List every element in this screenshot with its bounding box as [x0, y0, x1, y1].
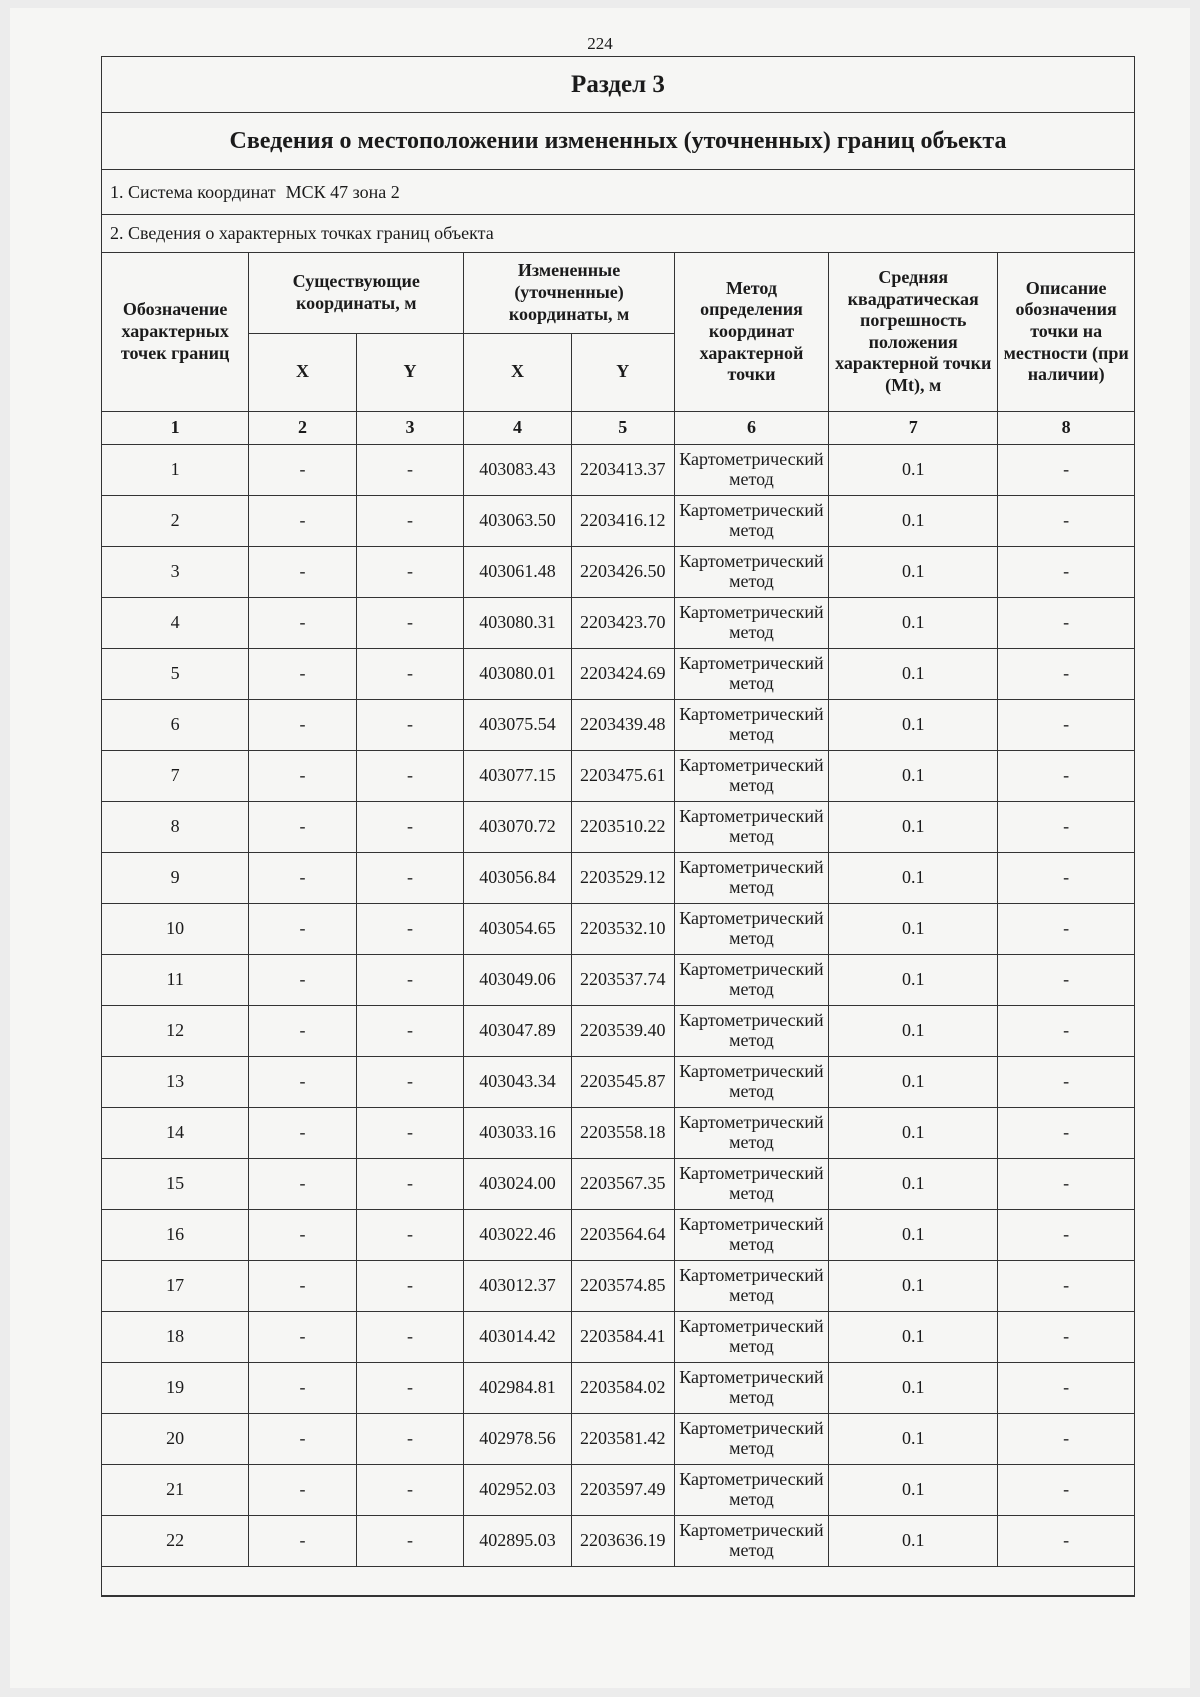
table-row [102, 852, 1134, 903]
table-row [102, 1056, 1134, 1107]
method-cell: Картометрический метод [674, 648, 828, 699]
point-number-cell: 18 [102, 1311, 249, 1362]
table-row [102, 1209, 1134, 1260]
existing-y-cell: - [356, 801, 463, 852]
point-number-cell: 8 [102, 801, 249, 852]
table-row [102, 1107, 1134, 1158]
points-heading: 2. Сведения о характерных точках границ объекта [102, 215, 1134, 253]
mean-square-error-cell: 0.1 [829, 699, 998, 750]
method-cell: Картометрический метод [674, 1209, 828, 1260]
point-number-cell: 11 [102, 954, 249, 1005]
changed-x-cell: 403075.54 [464, 699, 571, 750]
existing-y-cell: - [356, 1464, 463, 1515]
changed-y-cell: 2203545.87 [571, 1056, 674, 1107]
mean-square-error-cell: 0.1 [829, 1158, 998, 1209]
existing-x-cell: - [249, 648, 356, 699]
existing-x-cell: - [249, 1005, 356, 1056]
changed-y-cell: 2203426.50 [571, 546, 674, 597]
existing-x-cell: - [249, 1107, 356, 1158]
table-end-row [102, 1566, 1134, 1595]
existing-x-cell: - [249, 801, 356, 852]
changed-x-cell: 403070.72 [464, 801, 571, 852]
point-number-cell: 19 [102, 1362, 249, 1413]
point-description-cell: - [998, 903, 1134, 954]
method-cell: Картометрический метод [674, 495, 828, 546]
changed-x-cell: 403024.00 [464, 1158, 571, 1209]
existing-x-cell: - [249, 954, 356, 1005]
method-cell: Картометрический метод [674, 1311, 828, 1362]
header-method: Метод определения координат характерной точки [674, 253, 828, 411]
changed-x-cell: 402978.56 [464, 1413, 571, 1464]
existing-x-cell: - [249, 699, 356, 750]
changed-y-cell: 2203423.70 [571, 597, 674, 648]
changed-x-cell: 403080.31 [464, 597, 571, 648]
point-number-cell: 22 [102, 1515, 249, 1566]
existing-y-cell: - [356, 1311, 463, 1362]
mean-square-error-cell: 0.1 [829, 801, 998, 852]
changed-y-cell: 2203413.37 [571, 444, 674, 495]
point-description-cell: - [998, 444, 1134, 495]
changed-y-cell: 2203424.69 [571, 648, 674, 699]
method-cell: Картометрический метод [674, 903, 828, 954]
changed-y-cell: 2203597.49 [571, 1464, 674, 1515]
point-number-cell: 4 [102, 597, 249, 648]
table-row [102, 1464, 1134, 1515]
table-row [102, 1362, 1134, 1413]
point-description-cell: - [998, 1158, 1134, 1209]
method-cell: Картометрический метод [674, 954, 828, 1005]
page-number: 224 [587, 34, 613, 53]
table-row [102, 903, 1134, 954]
changed-x-cell: 403083.43 [464, 444, 571, 495]
changed-y-cell: 2203532.10 [571, 903, 674, 954]
changed-y-cell: 2203439.48 [571, 699, 674, 750]
method-cell: Картометрический метод [674, 1158, 828, 1209]
section-title: Раздел 3 [102, 57, 1134, 113]
method-cell: Картометрический метод [674, 699, 828, 750]
changed-x-cell: 403056.84 [464, 852, 571, 903]
changed-x-cell: 402984.81 [464, 1362, 571, 1413]
mean-square-error-cell: 0.1 [829, 852, 998, 903]
coordinate-system-label: 1. Система координат [110, 181, 276, 202]
method-cell: Картометрический метод [674, 852, 828, 903]
changed-y-cell: 2203558.18 [571, 1107, 674, 1158]
existing-y-cell: - [356, 903, 463, 954]
column-number: 5 [571, 411, 674, 444]
changed-y-cell: 2203584.41 [571, 1311, 674, 1362]
header-designation: Обозначение характерных точек границ [102, 253, 249, 411]
existing-x-cell: - [249, 750, 356, 801]
point-number-cell: 17 [102, 1260, 249, 1311]
existing-y-cell: - [356, 1005, 463, 1056]
coordinate-system-value: МСК 47 зона 2 [285, 181, 400, 202]
point-description-cell: - [998, 852, 1134, 903]
changed-y-cell: 2203581.42 [571, 1413, 674, 1464]
table-row [102, 750, 1134, 801]
point-number-cell: 2 [102, 495, 249, 546]
changed-y-cell: 2203529.12 [571, 852, 674, 903]
existing-x-cell: - [249, 1311, 356, 1362]
table-row [102, 495, 1134, 546]
point-number-cell: 1 [102, 444, 249, 495]
existing-x-cell: - [249, 1413, 356, 1464]
method-cell: Картометрический метод [674, 444, 828, 495]
changed-x-cell: 403080.01 [464, 648, 571, 699]
existing-y-cell: - [356, 1056, 463, 1107]
table-row [102, 546, 1134, 597]
object-title: Сведения о местоположении измененных (уточненных) границ объекта [102, 113, 1134, 170]
point-description-cell: - [998, 1107, 1134, 1158]
mean-square-error-cell: 0.1 [829, 1464, 998, 1515]
table-row [102, 597, 1134, 648]
header-existing-y: Y [356, 333, 463, 411]
point-description-cell: - [998, 1311, 1134, 1362]
mean-square-error-cell: 0.1 [829, 1260, 998, 1311]
header-row [102, 253, 1134, 333]
existing-y-cell: - [356, 444, 463, 495]
table-row [102, 801, 1134, 852]
existing-y-cell: - [356, 954, 463, 1005]
mean-square-error-cell: 0.1 [829, 1107, 998, 1158]
changed-x-cell: 403047.89 [464, 1005, 571, 1056]
changed-y-cell: 2203510.22 [571, 801, 674, 852]
point-description-cell: - [998, 1515, 1134, 1566]
point-description-cell: - [998, 801, 1134, 852]
existing-x-cell: - [249, 1209, 356, 1260]
point-number-cell: 14 [102, 1107, 249, 1158]
point-description-cell: - [998, 1056, 1134, 1107]
existing-y-cell: - [356, 1209, 463, 1260]
changed-x-cell: 403054.65 [464, 903, 571, 954]
existing-x-cell: - [249, 1515, 356, 1566]
mean-square-error-cell: 0.1 [829, 750, 998, 801]
mean-square-error-cell: 0.1 [829, 1209, 998, 1260]
existing-y-cell: - [356, 495, 463, 546]
changed-x-cell: 403033.16 [464, 1107, 571, 1158]
changed-x-cell: 402952.03 [464, 1464, 571, 1515]
point-number-cell: 16 [102, 1209, 249, 1260]
header-existing-x: X [249, 333, 356, 411]
point-description-cell: - [998, 1209, 1134, 1260]
point-number-cell: 15 [102, 1158, 249, 1209]
existing-x-cell: - [249, 903, 356, 954]
header-changed-x: X [464, 333, 571, 411]
point-number-cell: 20 [102, 1413, 249, 1464]
header-mean-square-error: Средняя квадратическая погрешность положения характерной точки (Mt), м [829, 253, 998, 411]
table-row [102, 444, 1134, 495]
existing-y-cell: - [356, 1107, 463, 1158]
changed-x-cell: 403043.34 [464, 1056, 571, 1107]
mean-square-error-cell: 0.1 [829, 648, 998, 699]
column-number: 4 [464, 411, 571, 444]
existing-x-cell: - [249, 852, 356, 903]
points-table-body [102, 444, 1134, 1566]
changed-y-cell: 2203567.35 [571, 1158, 674, 1209]
existing-y-cell: - [356, 597, 463, 648]
mean-square-error-cell: 0.1 [829, 1311, 998, 1362]
changed-x-cell: 403014.42 [464, 1311, 571, 1362]
column-number: 6 [674, 411, 828, 444]
changed-y-cell: 2203584.02 [571, 1362, 674, 1413]
table-row [102, 1515, 1134, 1566]
existing-y-cell: - [356, 648, 463, 699]
mean-square-error-cell: 0.1 [829, 546, 998, 597]
point-description-cell: - [998, 1362, 1134, 1413]
existing-y-cell: - [356, 699, 463, 750]
table-row [102, 1311, 1134, 1362]
existing-y-cell: - [356, 1413, 463, 1464]
method-cell: Картометрический метод [674, 1107, 828, 1158]
column-number: 7 [829, 411, 998, 444]
column-number-row [102, 411, 1134, 444]
mean-square-error-cell: 0.1 [829, 495, 998, 546]
changed-y-cell: 2203539.40 [571, 1005, 674, 1056]
point-description-cell: - [998, 546, 1134, 597]
changed-y-cell: 2203636.19 [571, 1515, 674, 1566]
point-description-cell: - [998, 1005, 1134, 1056]
point-number-cell: 7 [102, 750, 249, 801]
existing-y-cell: - [356, 1515, 463, 1566]
mean-square-error-cell: 0.1 [829, 1056, 998, 1107]
point-number-cell: 5 [102, 648, 249, 699]
coordinates-sheet [101, 56, 1135, 1597]
existing-x-cell: - [249, 1056, 356, 1107]
existing-x-cell: - [249, 1260, 356, 1311]
existing-x-cell: - [249, 546, 356, 597]
method-cell: Картометрический метод [674, 1056, 828, 1107]
changed-x-cell: 403012.37 [464, 1260, 571, 1311]
method-cell: Картометрический метод [674, 1413, 828, 1464]
changed-x-cell: 403049.06 [464, 954, 571, 1005]
changed-y-cell: 2203416.12 [571, 495, 674, 546]
table-end-cell [102, 1566, 1134, 1595]
changed-x-cell: 403077.15 [464, 750, 571, 801]
method-cell: Картометрический метод [674, 1464, 828, 1515]
changed-x-cell: 403063.50 [464, 495, 571, 546]
mean-square-error-cell: 0.1 [829, 1515, 998, 1566]
table-row [102, 1005, 1134, 1056]
method-cell: Картометрический метод [674, 801, 828, 852]
points-table [102, 253, 1134, 1596]
point-description-cell: - [998, 750, 1134, 801]
point-number-cell: 9 [102, 852, 249, 903]
point-number-cell: 6 [102, 699, 249, 750]
method-cell: Картометрический метод [674, 1005, 828, 1056]
header-changed-y: Y [571, 333, 674, 411]
point-description-cell: - [998, 1413, 1134, 1464]
changed-x-cell: 403022.46 [464, 1209, 571, 1260]
point-number-cell: 13 [102, 1056, 249, 1107]
changed-y-cell: 2203475.61 [571, 750, 674, 801]
point-description-cell: - [998, 597, 1134, 648]
point-description-cell: - [998, 954, 1134, 1005]
point-description-cell: - [998, 699, 1134, 750]
existing-x-cell: - [249, 444, 356, 495]
point-description-cell: - [998, 1464, 1134, 1515]
point-number-cell: 21 [102, 1464, 249, 1515]
method-cell: Картометрический метод [674, 1362, 828, 1413]
existing-x-cell: - [249, 495, 356, 546]
method-cell: Картометрический метод [674, 1515, 828, 1566]
existing-y-cell: - [356, 546, 463, 597]
table-row [102, 648, 1134, 699]
changed-y-cell: 2203537.74 [571, 954, 674, 1005]
changed-y-cell: 2203574.85 [571, 1260, 674, 1311]
header-existing-coordinates: Существующие координаты, м [249, 253, 464, 333]
method-cell: Картометрический метод [674, 597, 828, 648]
point-number-cell: 10 [102, 903, 249, 954]
point-description-cell: - [998, 1260, 1134, 1311]
mean-square-error-cell: 0.1 [829, 444, 998, 495]
table-row [102, 1260, 1134, 1311]
header-point-description: Описание обозначения точки на местности (при наличии) [998, 253, 1134, 411]
changed-y-cell: 2203564.64 [571, 1209, 674, 1260]
existing-x-cell: - [249, 1158, 356, 1209]
changed-x-cell: 403061.48 [464, 546, 571, 597]
column-number: 8 [998, 411, 1134, 444]
header-changed-coordinates: Измененные (уточненные) координаты, м [464, 253, 675, 333]
mean-square-error-cell: 0.1 [829, 1005, 998, 1056]
mean-square-error-cell: 0.1 [829, 903, 998, 954]
existing-y-cell: - [356, 852, 463, 903]
existing-x-cell: - [249, 1362, 356, 1413]
method-cell: Картометрический метод [674, 1260, 828, 1311]
mean-square-error-cell: 0.1 [829, 954, 998, 1005]
mean-square-error-cell: 0.1 [829, 597, 998, 648]
existing-x-cell: - [249, 597, 356, 648]
column-number: 2 [249, 411, 356, 444]
point-description-cell: - [998, 495, 1134, 546]
point-description-cell: - [998, 648, 1134, 699]
method-cell: Картометрический метод [674, 750, 828, 801]
existing-y-cell: - [356, 750, 463, 801]
existing-y-cell: - [356, 1362, 463, 1413]
mean-square-error-cell: 0.1 [829, 1362, 998, 1413]
column-number: 1 [102, 411, 249, 444]
table-row [102, 954, 1134, 1005]
changed-x-cell: 402895.03 [464, 1515, 571, 1566]
mean-square-error-cell: 0.1 [829, 1413, 998, 1464]
table-row [102, 699, 1134, 750]
table-row [102, 1413, 1134, 1464]
existing-y-cell: - [356, 1260, 463, 1311]
existing-x-cell: - [249, 1464, 356, 1515]
point-number-cell: 12 [102, 1005, 249, 1056]
column-number: 3 [356, 411, 463, 444]
method-cell: Картометрический метод [674, 546, 828, 597]
coordinate-system-line [102, 170, 1134, 215]
table-row [102, 1158, 1134, 1209]
point-number-cell: 3 [102, 546, 249, 597]
existing-y-cell: - [356, 1158, 463, 1209]
